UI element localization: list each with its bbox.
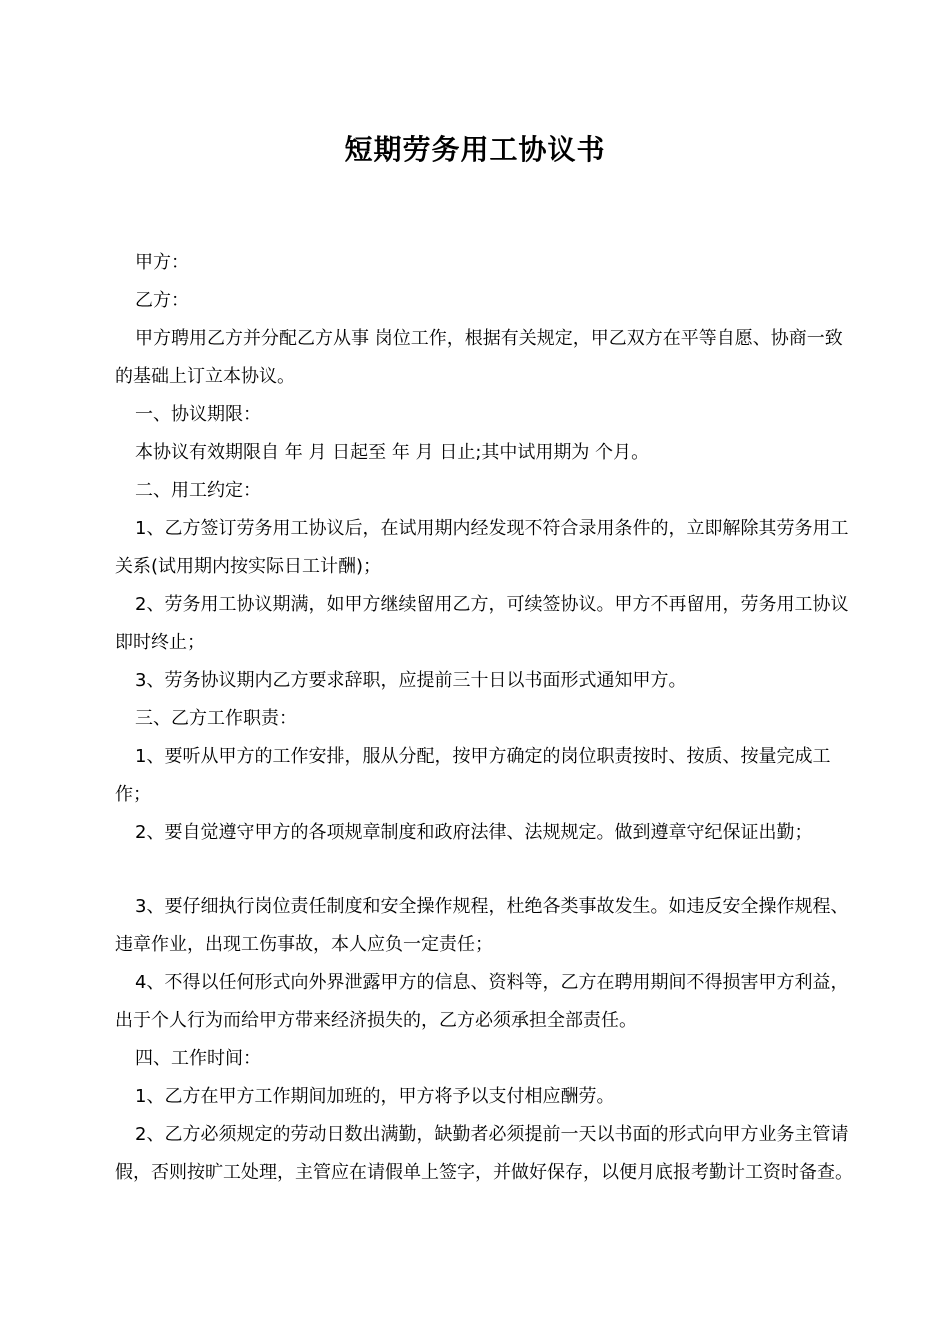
party-a-line: 甲方： (135, 252, 189, 273)
duty-clause-4: 4、不得以任何形式向外界泄露甲方的信息、资料等，乙方在聘用期间不得损害甲方利益，出于个人行为而给甲方带来经济损失的，乙方必须承担全部责任。 (115, 972, 849, 1031)
paragraph-gap (115, 852, 855, 888)
intro-paragraph: 甲方聘用乙方并分配乙方从事 岗位工作，根据有关规定，甲乙双方在平等自愿、协商一致的基础上订立本协议。 (115, 328, 843, 387)
party-b-line: 乙方： (135, 290, 189, 311)
section-heading-employment: 二、用工约定： (135, 480, 261, 501)
employment-clause-2: 2、劳务用工协议期满，如甲方继续留用乙方，可续签协议。甲方不再留用，劳务用工协议即时终止； (115, 594, 849, 653)
section-heading-term: 一、协议期限： (135, 404, 261, 425)
duty-clause-3: 3、要仔细执行岗位责任制度和安全操作规程，杜绝各类事故发生。如违反安全操作规程、违章作业，出现工伤事故，本人应负一定责任； (115, 896, 849, 955)
hours-clause-2: 2、乙方必须规定的劳动日数出满勤，缺勤者必须提前一天以书面的形式向甲方业务主管请假，否则按旷工处理，主管应在请假单上签字，并做好保存，以便月底报考勤计工资时备查。 (115, 1124, 853, 1183)
section-heading-hours: 四、工作时间： (135, 1048, 261, 1069)
duty-clause-2: 2、要自觉遵守甲方的各项规章制度和政府法律、法规规定。做到遵章守纪保证出勤； (135, 822, 813, 843)
document-title: 短期劳务用工协议书 (344, 133, 606, 166)
employment-clause-3: 3、劳务协议期内乙方要求辞职，应提前三十日以书面形式通知甲方。 (135, 670, 687, 691)
employment-clause-1: 1、乙方签订劳务用工协议后，在试用期内经发现不符合录用条件的，立即解除其劳务用工关系(试用期内按实际日工计酬)； (115, 518, 849, 577)
section-heading-duties: 三、乙方工作职责： (135, 708, 297, 729)
duty-clause-1: 1、要听从甲方的工作安排，服从分配，按甲方确定的岗位职责按时、按质、按量完成工作； (115, 746, 831, 805)
term-paragraph: 本协议有效期限自 年 月 日起至 年 月 日止;其中试用期为 个月。 (135, 442, 650, 463)
document-body (115, 244, 855, 1192)
hours-clause-1: 1、乙方在甲方工作期间加班的，甲方将予以支付相应酬劳。 (135, 1086, 615, 1107)
